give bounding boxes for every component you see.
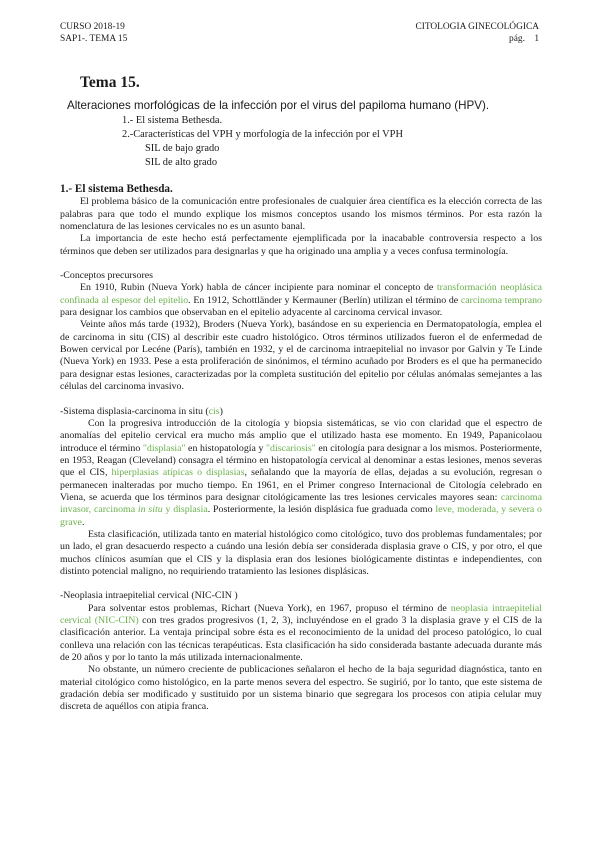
toc-subitem: SIL de bajo grado <box>145 143 220 154</box>
highlighted-term: leve, moderada, y severa o grave <box>60 504 542 528</box>
page-header-left <box>60 21 127 45</box>
text-run: -Sistema displasia-carcinoma in situ ( <box>60 405 209 417</box>
course-label: CURSO 2018-19 <box>60 22 125 32</box>
highlighted-term: transformación neoplásica confinada al espesor del epitelio <box>60 282 542 306</box>
text-run: , señalando que la mayoría de ellas, dejadas a su evolución, regresan o permanecen inalteradas por mucho tiempo. En 1961, en el Primer congreso Internacional de Citología celebrado en Viena, se acuerda que los términos para designar citológicamente las tres lesiones cervicales mayores sean: <box>60 467 542 503</box>
text-run: en citología para designar a los mismos. Posteriormente, en 1953, Reagan (Cleveland) consagra el término en histopatología cervical al denominar a estas lesiones, menos severas que el CIS, <box>60 442 542 479</box>
subject-label: CITOLOGIA GINECOLÓGICA <box>415 22 539 32</box>
paragraph <box>60 418 542 529</box>
text-run: . <box>81 516 85 528</box>
text-run: . Posteriormente, la lesión displásica fue graduada como <box>207 504 436 516</box>
text-run: carcinoma invasor, carcinoma <box>60 491 542 516</box>
text-run: Con la progresiva introducción de la citología y biopsia sistemáticas, se vio con claridad que el espectro de anomalías del epitelio cervical era mucho más amplio que el utilizado hasta ese momento. En 1949, Papanicolaou introduce el término <box>60 417 542 454</box>
text-run: para designar los cambios que observaban en el epitelio adyacente al carcinoma cervical invasor. <box>60 307 443 319</box>
toc-item: 1.- El sistema Bethesda. <box>122 115 223 126</box>
page-header-right <box>415 21 539 45</box>
document-title: Tema 15. <box>80 74 140 91</box>
highlighted-term: neoplasia intraepitelial cervical (NIC-CIN) <box>60 602 542 626</box>
paragraph: Veinte años más tarde (1932), Broders (Nueva York), basándose en su experiencia en Dermatopatología, emplea el de carcinoma in situ (CIS) al describir este cuadro histológico. Otros términos utilizados fueron el de enfermedad de Bowen cervical por Lecéne (París), también en 1932, y el de carcinoma intraepitelial no invasor por Galvin y Te Linde (Nueva York) en 1933. Pese a esta proliferación de sinónimos, el término acuñado por Broders es el que ha permanecido para designar estas lesiones, caracterizadas por la completa sustitución del epitelio por células anómalas semejantes a las células del carcinoma invasivo. <box>60 319 542 393</box>
page-label: pág. <box>509 34 525 44</box>
text-run: y displasia <box>162 504 208 516</box>
paragraph <box>60 282 542 319</box>
paragraph: No obstante, un número creciente de publicaciones señalaron el hecho de la baja seguridad diagnóstica, tanto en material citológico como histológico, en la parte menos severa del espectro. Se sugirió, por lo tanto, que este sistema de gradación debía ser modificado y sustituido por un sistema binario que segregara los procesos con atipia celular muy discreta de aquéllos con atipia franca. <box>60 664 542 713</box>
table-of-contents <box>122 114 403 170</box>
paragraph: La importancia de este hecho está perfectamente ejemplificada por la inacabable controversia respecto a los términos que deben ser utilizados para designarlas y que ha originado una amplia y a veces confusa terminología. <box>60 233 542 257</box>
document-body <box>60 183 542 714</box>
highlighted-term: "displasia" <box>142 442 186 454</box>
highlighted-term: hiperplasias atípicas o displasias <box>111 467 245 479</box>
paragraph: El problema básico de la comunicación entre profesionales de cualquier área científica es la elección correcta de las palabras para que todo el mundo explique los mismos conceptos usando los mismos términos. Por esta razón la nomenclatura de las lesiones cervicales no es un asunto banal. <box>60 196 542 233</box>
highlighted-term: carcinoma temprano <box>460 294 542 306</box>
toc-item: 2.-Características del VPH y morfología de la infección por el VPH <box>122 129 403 140</box>
toc-subitem: SIL de alto grado <box>145 157 218 168</box>
highlighted-term: "discariosis" <box>265 442 316 454</box>
topic-code: SAP1-. TEMA 15 <box>60 34 128 44</box>
page-indicator <box>415 33 539 45</box>
document-subtitle: Alteraciones morfológicas de la infección por el virus del papiloma humano (HPV). <box>67 99 490 112</box>
text-run: En 1910, Rubin (Nueva York) habla de cáncer incipiente para nominar el concepto de <box>80 282 437 294</box>
text-run: . En 1912, Schottländer y Kermauner (Berlín) utilizan el término de <box>188 294 461 306</box>
subsection-label <box>60 406 542 418</box>
italic-term: in situ <box>137 504 163 516</box>
text-run: Para solventar estos problemas, Richart (Nueva York), en 1967, propuso el término de <box>88 602 451 614</box>
text-run: ) <box>219 405 223 417</box>
paragraph <box>60 603 542 665</box>
page-number: 1 <box>534 34 539 44</box>
subsection-label: -Conceptos precursores <box>60 270 153 282</box>
subsection-label: -Neoplasia intraepitelial cervical (NIC-CIN ) <box>60 590 238 602</box>
text-run: con tres grados progresivos (1, 2, 3), incluyéndose en el grado 3 la displasia grave y el CIS de la clasificación anterior. La ventaja principal sobre ésta es el reconocimiento de la unidad del proceso patológico, lo cual conlleva una relación con las técnicas terapéuticas. Esta clasificación ha sido considerada bastante adecuada durante más de 20 años y por lo tanto la más utilizada internacionalmente. <box>60 615 542 664</box>
paragraph: Esta clasificación, utilizada tanto en material histológico como citológico, tuvo dos problemas fundamentales; por un lado, el gran desacuerdo respecto a cuándo una lesión debía ser considerada displasia grave o CIS, y por otro, el que muchos clínicos asumían que el CIS y la displasia eran dos lesiones biológicamente distintas e independientes, con distinto potencial maligno, no requiriendo tratamiento las lesiones displásicas. <box>60 528 542 577</box>
highlighted-term: cis <box>208 405 220 417</box>
section-heading: 1.- El sistema Bethesda. <box>60 183 173 195</box>
text-run: en histopatología y <box>185 442 266 454</box>
